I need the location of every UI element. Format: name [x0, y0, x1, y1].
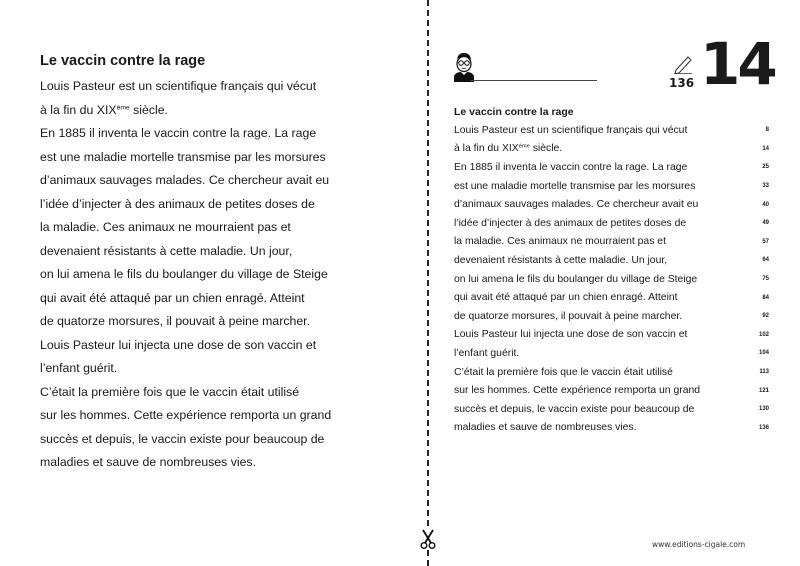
story-counted [454, 105, 769, 437]
cumulative-word-count: 25 [762, 164, 769, 171]
text-line: à la fin du XIXème siècle. [40, 102, 168, 117]
cumulative-word-count: 33 [762, 183, 769, 190]
text-line: sur les hommes. Cette expérience remporta un grand [454, 385, 701, 397]
text-line: Louis Pasteur lui injecta une dose de son vaccin et [40, 337, 317, 352]
counted-row [454, 400, 769, 419]
counted-row [454, 251, 769, 270]
cumulative-word-count: 92 [762, 313, 769, 320]
text-line: de quatorze morsures, il pouvait à peine marcher. [40, 314, 310, 328]
cumulative-word-count: 104 [758, 350, 769, 357]
counted-row [454, 270, 769, 289]
cumulative-word-count: 57 [762, 238, 769, 245]
cumulative-word-count: 136 [758, 424, 769, 431]
text-line: on lui amena le fils du boulanger du village de Steige [454, 273, 698, 285]
cumulative-word-count: 121 [758, 387, 769, 394]
counted-row [454, 344, 769, 363]
counted-row [454, 233, 769, 252]
counted-row [454, 419, 769, 438]
counted-row [454, 121, 769, 140]
text-line: C’était la première fois que le vaccin était utilisé [454, 366, 673, 378]
cumulative-word-count: 8 [765, 127, 769, 134]
superscript: ème [518, 143, 530, 150]
counted-row [454, 381, 769, 400]
counted-row [454, 214, 769, 233]
cumulative-word-count: 75 [762, 276, 769, 283]
text-line: on lui amena le fils du boulanger du village de Steige [40, 267, 328, 281]
text-line: l’idée d’injecter à des animaux de petites doses de [40, 196, 315, 211]
pencil-icon [672, 54, 694, 74]
text-line: En 1885 il inventa le vaccin contre la rage. La rage [454, 161, 688, 173]
counted-row [454, 307, 769, 326]
text-line: qui avait été attaqué par un chien enragé. Atteint [40, 290, 305, 305]
cumulative-word-count: 102 [758, 331, 769, 338]
text-line: devenaient résistants à cette maladie. Un jour, [454, 254, 668, 266]
cumulative-word-count: 130 [758, 406, 769, 413]
text-line: l’idée d’injecter à des animaux de petites doses de [454, 217, 687, 229]
scissors-icon [419, 528, 437, 550]
story-lines [40, 75, 360, 475]
story-title: Le vaccin contre la rage [40, 53, 206, 69]
text-line: Louis Pasteur est un scientifique français qui vécut [454, 124, 688, 136]
cumulative-word-count: 49 [762, 220, 769, 227]
boy-avatar-icon [453, 52, 475, 82]
text-line: Louis Pasteur lui injecta une dose de son vaccin et [454, 329, 688, 341]
cumulative-word-count: 64 [762, 257, 769, 264]
counted-row [454, 288, 769, 307]
text-line: la maladie. Ces animaux ne mourraient pas et [40, 220, 291, 234]
text-line: d’animaux sauvages malades. Ce chercheur avait eu [40, 173, 330, 187]
cumulative-word-count: 14 [762, 145, 769, 152]
total-word-count: 136 [669, 76, 695, 90]
text-line: à la fin du XIXème siècle. [454, 143, 563, 155]
cumulative-word-count: 84 [762, 294, 769, 301]
text-line: C’était la première fois que le vaccin était utilisé [40, 384, 300, 399]
text-line: d’animaux sauvages malades. Ce chercheur avait eu [454, 199, 699, 211]
counted-row [454, 177, 769, 196]
text-line: maladies et sauve de nombreuses vies. [454, 422, 637, 434]
name-line [470, 80, 597, 81]
counted-row [454, 195, 769, 214]
cumulative-word-count: 40 [762, 201, 769, 208]
story-plain [40, 52, 360, 475]
text-line: est une maladie mortelle transmise par les morsures [40, 149, 326, 164]
superscript: ème [116, 104, 130, 112]
publisher-url[interactable]: www.editions-cigale.com [652, 540, 746, 549]
text-line: de quatorze morsures, il pouvait à peine marcher. [454, 310, 683, 322]
story-lines-counted [454, 121, 769, 437]
text-line: devenaient résistants à cette maladie. Un jour, [40, 243, 293, 258]
text-line: succès et depuis, le vaccin existe pour beaucoup de [40, 431, 325, 446]
text-line: l’enfant guérit. [454, 347, 520, 359]
cumulative-word-count: 113 [759, 369, 769, 376]
text-line: maladies et sauve de nombreuses vies. [40, 455, 256, 469]
cut-line [427, 0, 429, 566]
text-line: sur les hommes. Cette expérience remporta un grand [40, 408, 332, 422]
counted-row [454, 158, 769, 177]
text-line: succès et depuis, le vaccin existe pour beaucoup de [454, 403, 695, 415]
story-title-counted: Le vaccin contre la rage [454, 106, 574, 118]
text-line: est une maladie mortelle transmise par les morsures [454, 180, 696, 192]
text-line: l’enfant guérit. [40, 361, 118, 375]
counted-row [454, 140, 769, 159]
page-number: 14 [700, 30, 775, 98]
text-line: En 1885 il inventa le vaccin contre la rage. La rage [40, 126, 317, 140]
counted-row [454, 363, 769, 382]
text-line: Louis Pasteur est un scientifique français qui vécut [40, 79, 317, 93]
counted-row [454, 326, 769, 345]
text-line: qui avait été attaqué par un chien enragé. Atteint [454, 292, 678, 304]
text-line: la maladie. Ces animaux ne mourraient pas et [454, 236, 666, 248]
